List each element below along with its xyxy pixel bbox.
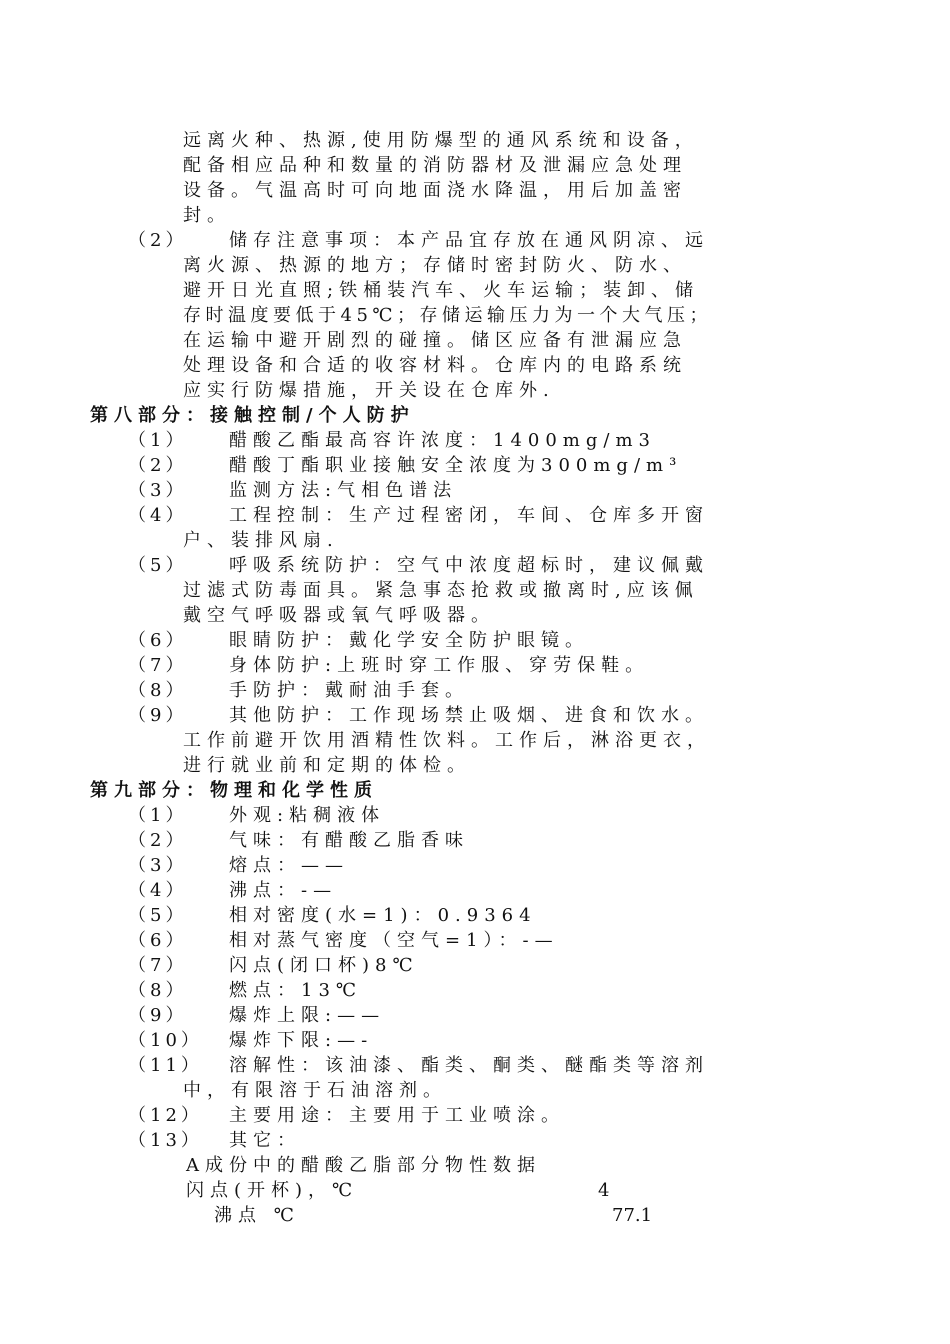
text-line: 过滤式防毒面具。紧急事态抢救或撤离时,应该佩 (183, 580, 699, 601)
text-line: 远离火种、热源,使用防爆型的通风系统和设备， (183, 130, 699, 151)
text-line: 进行就业前和定期的体检。 (183, 755, 471, 776)
text-line: 储存注意事项：本产品宜存放在通风阴凉、远 (229, 230, 709, 251)
text-line: 封。 (183, 205, 231, 226)
text-line: 相对密度(水=1)：0.9364 (229, 905, 537, 926)
text-line: 外观:粘稠液体 (229, 805, 386, 826)
item-number: （12） (128, 1105, 203, 1126)
text-line: 设备。气温高时可向地面浇水降温，用后加盖密 (183, 180, 687, 201)
text-line: 手防护：戴耐油手套。 (229, 680, 469, 701)
item-number: （2） (128, 455, 188, 476)
appendix-title: A成份中的醋酸乙脂部分物性数据 (186, 1155, 541, 1176)
text-line: 处理设备和合适的收容材料。仓库内的电路系统 (183, 355, 687, 376)
text-line: 戴空气呼吸器或氧气呼吸器。 (183, 605, 495, 626)
text-line: 主要用途：主要用于工业喷涂。 (229, 1105, 565, 1126)
item-number: （13） (128, 1130, 203, 1151)
item-number: （9） (128, 705, 188, 726)
item-number: （1） (128, 805, 188, 826)
text-line: 闪点(闭口杯)8℃ (229, 955, 419, 976)
text-line: 爆炸下限:—- (229, 1030, 374, 1051)
text-line: 呼吸系统防护：空气中浓度超标时，建议佩戴 (229, 555, 709, 576)
text-line: 其他防护：工作现场禁止吸烟、进食和饮水。 (229, 705, 709, 726)
item-number: （5） (128, 555, 188, 576)
text-line: 中，有限溶于石油溶剂。 (183, 1080, 447, 1101)
item-number: （10） (128, 1030, 203, 1051)
item-number: （2） (128, 830, 188, 851)
text-line: 工程控制：生产过程密闭，车间、仓库多开窗 (229, 505, 709, 526)
item-number: （4） (128, 505, 188, 526)
property-value: 4 (598, 1180, 616, 1201)
item-number: （11） (128, 1055, 203, 1076)
item-number: （8） (128, 980, 188, 1001)
text-line: 应实行防爆措施，开关设在仓库外. (183, 380, 555, 401)
text-line: 存时温度要低于45℃；存储运输压力为一个大气压； (183, 305, 713, 326)
text-line: 沸点：-— (229, 880, 338, 901)
text-line: 身体防护:上班时穿工作服、穿劳保鞋。 (229, 655, 650, 676)
text-line: 醋酸乙酯最高容许浓度：1400mg/m3 (229, 430, 656, 451)
item-number: （8） (128, 680, 188, 701)
text-line: 监测方法:气相色谱法 (229, 480, 458, 501)
text-line: 溶解性：该油漆、酯类、酮类、醚酯类等溶剂 (229, 1055, 709, 1076)
text-line: 醋酸丁酯职业接触安全浓度为300mg/m³ (229, 455, 683, 476)
text-line: 工作前避开饮用酒精性饮料。工作后，淋浴更衣， (183, 730, 711, 751)
item-number: （5） (128, 905, 188, 926)
item-number: （3） (128, 480, 188, 501)
text-line: 离火源、热源的地方；存储时密封防火、防水、 (183, 255, 687, 276)
text-line: 眼睛防护：戴化学安全防护眼镜。 (229, 630, 589, 651)
text-line: 避开日光直照;铁桶装汽车、火车运输；装卸、储 (183, 280, 700, 301)
item-number: （3） (128, 855, 188, 876)
item-number: （6） (128, 930, 188, 951)
item-number: （2） (128, 230, 188, 251)
section-heading: 第八部分：接触控制/个人防护 (90, 405, 415, 426)
item-number: （6） (128, 630, 188, 651)
item-number: （4） (128, 880, 188, 901)
item-number: （7） (128, 655, 188, 676)
text-line: 熔点：—— (229, 855, 349, 876)
property-label: 闪点(开杯)，℃ (186, 1180, 359, 1201)
item-number: （9） (128, 1005, 188, 1026)
text-line: 在运输中避开剧烈的碰撞。储区应备有泄漏应急 (183, 330, 687, 351)
item-number: （1） (128, 430, 188, 451)
text-line: 燃点：13℃ (229, 980, 363, 1001)
item-number: （7） (128, 955, 188, 976)
text-line: 其它： (229, 1130, 301, 1151)
text-line: 气味：有醋酸乙脂香味 (229, 830, 469, 851)
property-value: 77.1 (612, 1205, 653, 1226)
text-line: 相对蒸气密度（空气=1）：-— (229, 930, 559, 951)
property-label: 沸点 ℃ (214, 1205, 300, 1226)
text-line: 爆炸上限:—— (229, 1005, 386, 1026)
text-line: 配备相应品种和数量的消防器材及泄漏应急处理 (183, 155, 687, 176)
text-line: 户、装排风扇. (183, 530, 339, 551)
section-heading: 第九部分：物理和化学性质 (90, 780, 378, 801)
